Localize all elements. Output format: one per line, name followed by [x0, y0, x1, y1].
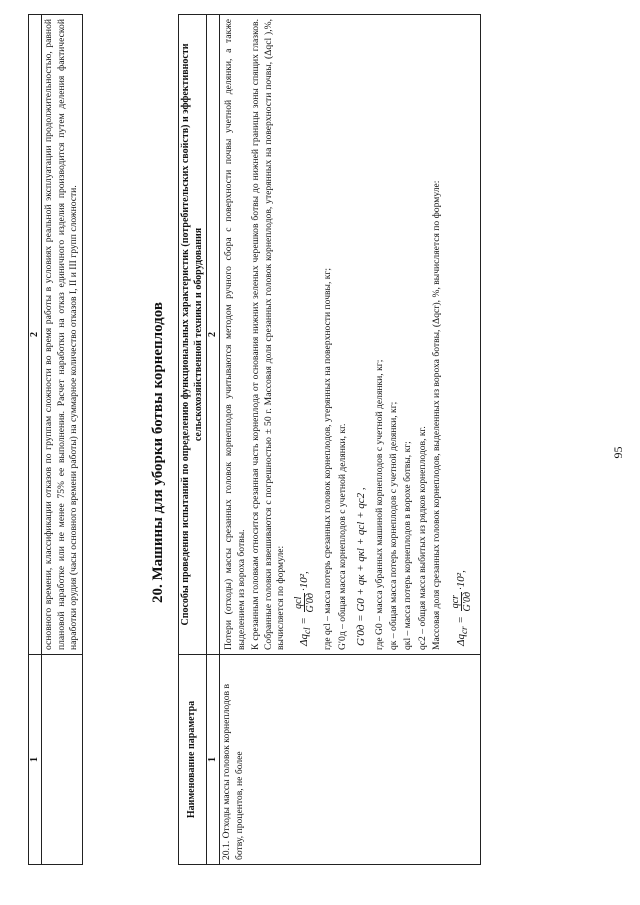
method-cell	[220, 15, 480, 655]
formula-3-tail: ·10²,	[454, 570, 467, 590]
continuation-table	[28, 14, 83, 865]
formula-1-tail: ·10²,	[298, 571, 311, 592]
where-line-1: где qсl – масса потерь срезанных головок корнеплодов, утерянных на поверхности почвы, кг;	[322, 267, 334, 650]
where-line-5: qкl – масса потерь корнеплодов в ворохе ботвы, кг;	[402, 441, 414, 650]
section-title: 20. Машины для уборки ботвы корнеплодов	[150, 302, 166, 603]
continuation-row	[42, 15, 82, 865]
formula-2: G′0д = G0 + qк + qкl + qсl + qс2 ,	[355, 487, 368, 646]
col-number-2: 2	[29, 15, 42, 655]
formula-3-lhs: Δq	[454, 634, 467, 646]
where-line-6: qс2 – общая масса выбитых из рядков корнеплодов, кг.	[416, 426, 428, 650]
main-table	[178, 14, 481, 865]
table-row	[220, 15, 480, 865]
main-col-number-1: 1	[207, 655, 220, 865]
col-number-row	[207, 15, 220, 865]
method-header: Способы проведения испытаний по определению функциональных характеристик (потребительских свойств) и эффективности сельскохозяйственной техники и оборудования	[179, 15, 207, 655]
where-line-4: qк – общая масса потерь корнеплодов с учетной делянки, кг;	[388, 401, 400, 650]
main-col-number-2: 2	[207, 15, 220, 655]
formula-3-numerator: qсr	[450, 592, 462, 611]
formula-3-denominator: G′0д	[461, 591, 473, 612]
where-line-2: G′0д – общая масса корнеплодов с учетной делянки, кг.	[336, 423, 348, 650]
page-number: 95	[611, 446, 625, 459]
main-header-row	[179, 15, 207, 865]
formula-1-lhs: Δq	[298, 634, 311, 646]
formula-1-denominator: G′0д	[305, 593, 317, 613]
formula-3: $\Delta q_{сr}$ = qсr G′0д ·10²,	[449, 570, 473, 646]
formula-1-fraction	[293, 593, 316, 612]
formula-1: $\Delta q_{сl}$ = qсl G′0д ·10²,	[293, 571, 317, 646]
where-line-3: где G0 – масса убранных машиной корнеплодов с учетной делянки, кг;	[373, 359, 385, 650]
method-paragraph-2: К срезанным головкам относится срезанная часть корнеплода от основания нижних зеленых черешков ботвы до нижней границы зоны спящих глазков. Собранные головки взвешиваются с погрешностью ± 50 г. Массовая доля срезанных головок корнеплодов, утерянных на поверхности почвы, (Δqсl ),%, вычисляется по формуле:	[250, 19, 287, 650]
formula-1-numerator: qсl	[293, 593, 305, 612]
continuation-text: основного времени, классификации отказов по группам сложности во время работы в условиях реальной эксплуатации продолжительностью, равной плановой наработке или не менее 75% ее выполнения. Расчет наработки на отказ единичного изделия производится путем деления фактической наработки орудия (часы основного времени работы) на суммарное количество отказов I, II и III групп сложности.	[42, 15, 82, 655]
formula-1-lhs-sub: сl	[302, 627, 313, 635]
method-paragraph-1: Потери (отходы) массы срезанных головок корнеплодов учитываются методом ручного сбора с поверхности почвы учетной делянки, а также выделением из вороха ботвы.	[223, 19, 247, 650]
empty-param-cell	[42, 655, 82, 865]
formula-3-fraction	[450, 592, 473, 611]
continuation-header-row	[29, 15, 42, 865]
param-cell: 20.1. Отходы массы головок корнеплодов в ботву, процентов, не более	[220, 655, 480, 865]
param-header: Наименование параметра	[179, 655, 207, 865]
formula-3-lhs-sub: сr	[458, 626, 469, 635]
method-paragraph-3: Массовая доля срезанных головок корнеплодов, выделенных из вороха ботвы, (Δqсr), %, вычисляется по формуле:	[431, 180, 443, 650]
col-number-1: 1	[29, 655, 42, 865]
